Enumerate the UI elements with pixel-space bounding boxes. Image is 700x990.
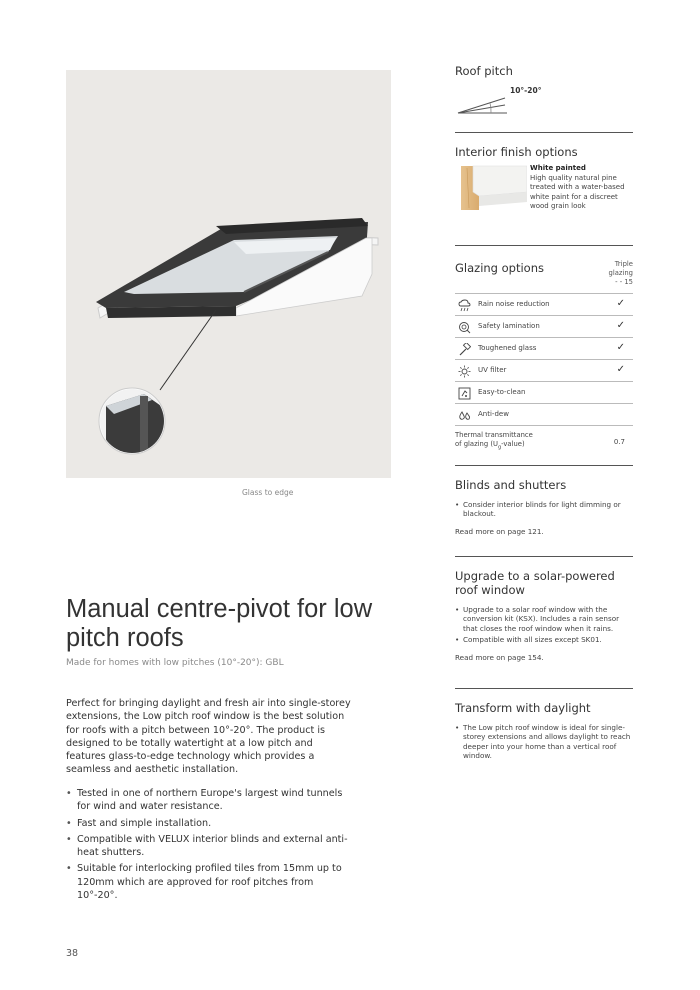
page-subtitle: Made for homes with low pitches (10°-20°): GBL	[66, 658, 284, 668]
intro-paragraph: Perfect for bringing daylight and fresh air into single-storey extensions, the Low pitch roof window is the best solution for roofs with a pitch between 10°-20°. The product is designed to be totally watertight at a low pitch and features glass-to-edge technology which provides a seamless and aesthetic installation.	[66, 698, 351, 776]
hammer-icon	[458, 343, 471, 356]
list-item: • Fast and simple installation.	[66, 817, 351, 830]
feature-list	[66, 787, 351, 905]
check-icon: ✓	[616, 320, 625, 331]
transform-list	[455, 723, 633, 761]
easy-clean-icon	[458, 387, 471, 400]
droplets-icon	[458, 409, 471, 422]
finish-description: White painted High quality natural pine treated with a water-based white paint for a discreet wood grain look	[530, 164, 633, 212]
divider	[455, 688, 633, 689]
divider	[455, 556, 633, 557]
divider	[455, 245, 633, 246]
thermal-transmittance: Thermal transmittance of glazing $(U_g-value)$ 0.7	[455, 425, 633, 452]
glazing-column-header: Triple glazing - - 15	[608, 260, 633, 286]
list-item: • Upgrade to a solar roof window with the conversion kit (KSX). Includes a rain sensor that closes the roof window when it rains.	[455, 605, 633, 633]
list-item: • Tested in one of northern Europe's largest wind tunnels for wind and water resistance.	[66, 787, 351, 814]
section-title: Upgrade to a solar-powered roof window	[455, 569, 615, 597]
section-title: Blinds and shutters	[455, 478, 567, 492]
interior-finish-section	[455, 145, 633, 235]
list-item: • Consider interior blinds for light dimming or blackout.	[455, 500, 633, 519]
thermal-value: 0.7	[613, 438, 625, 446]
divider	[455, 465, 633, 466]
safety-lamination-icon	[458, 321, 471, 334]
check-icon: ✓	[616, 298, 625, 309]
finish-name: White painted	[530, 164, 586, 172]
blinds-list	[455, 500, 633, 519]
glazing-options-section	[455, 258, 633, 468]
rain-icon	[458, 299, 471, 312]
read-more-link[interactable]: Read more on page 121.	[455, 526, 544, 536]
section-title: Transform with daylight	[455, 701, 591, 715]
list-item: • Suitable for interlocking profiled tiles from 15mm up to 120mm which are approved for roof pitches from 10°-20°.	[66, 862, 351, 902]
divider	[455, 132, 633, 133]
section-title: Glazing options	[455, 261, 544, 275]
glazing-row-anti-dew: Anti-dew	[455, 403, 633, 425]
glazing-row-easy-clean: Easy-to-clean	[455, 381, 633, 403]
product-image	[66, 70, 391, 497]
transform-section	[455, 701, 633, 763]
page-title: Manual centre-pivot for low pitch roofs	[66, 595, 373, 652]
list-item: • Compatible with all sizes except SK01.	[455, 635, 633, 644]
glazing-row-rain: Rain noise reduction ✓	[455, 293, 633, 315]
section-title: Interior finish options	[455, 145, 578, 159]
white-painted-swatch	[457, 162, 527, 212]
read-more-link[interactable]: Read more on page 154.	[455, 652, 544, 662]
check-icon: ✓	[616, 342, 625, 353]
roof-pitch-section	[455, 64, 633, 124]
pitch-angle-icon	[457, 94, 509, 116]
glazing-row-safety: Safety lamination ✓	[455, 315, 633, 337]
blinds-section	[455, 478, 633, 536]
image-caption: Glass to edge	[242, 488, 294, 497]
sun-icon	[458, 365, 471, 378]
solar-list	[455, 605, 633, 645]
list-item: • Compatible with VELUX interior blinds and external anti-heat shutters.	[66, 833, 351, 860]
glazing-row-uv: UV filter ✓	[455, 359, 633, 381]
check-icon: ✓	[616, 364, 625, 375]
solar-section	[455, 569, 633, 662]
list-item: • The Low pitch roof window is ideal for single-storey extensions and allows daylight to reach deeper into your home than a vertical roof window.	[455, 723, 633, 761]
pitch-value: 10°-20°	[510, 86, 542, 95]
section-title: Roof pitch	[455, 64, 513, 78]
page-number: 38	[66, 948, 79, 959]
roof-window-illustration	[66, 70, 391, 478]
glazing-row-toughened: Toughened glass ✓	[455, 337, 633, 359]
